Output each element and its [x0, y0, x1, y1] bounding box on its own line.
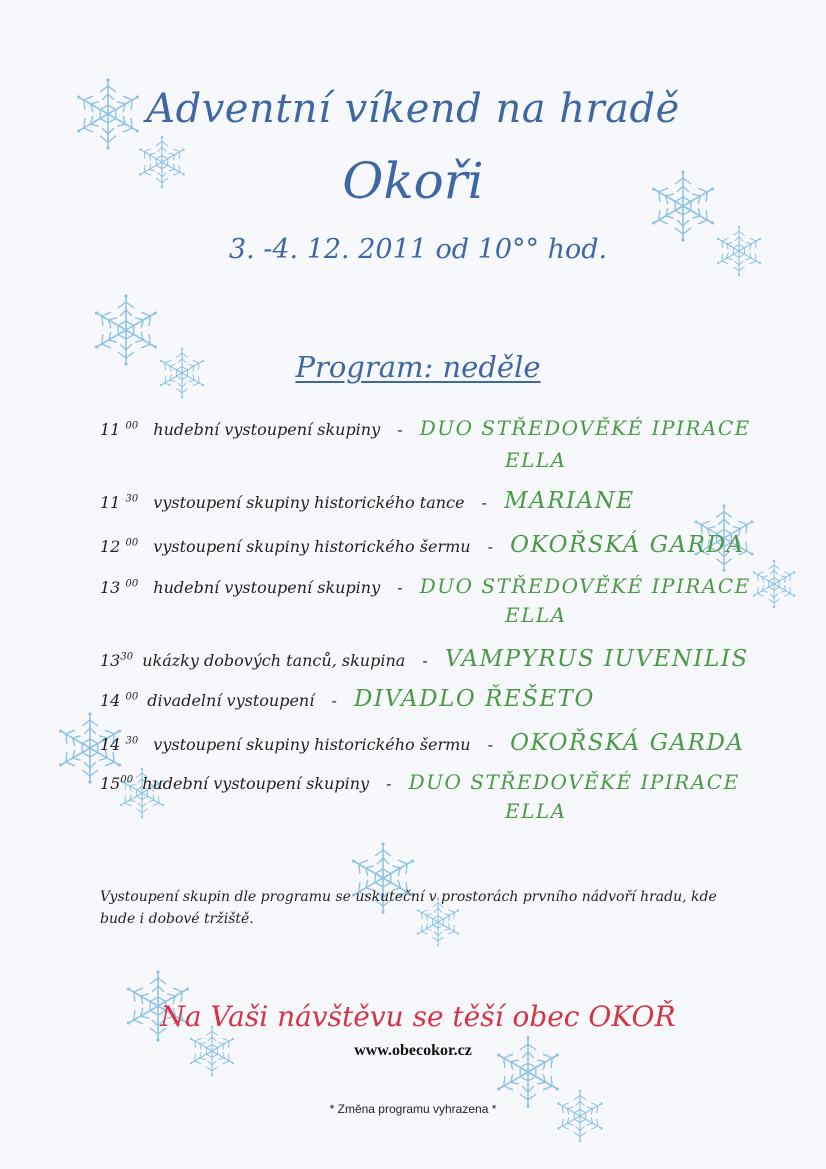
program-activity: vystoupení skupiny historického šermu: [153, 537, 471, 556]
program-time: $13^{30}$: [100, 651, 134, 670]
program-performer: VAMPYRUS IUVENILIS: [444, 646, 749, 672]
program-time: 12 $^{00}$: [100, 537, 139, 556]
website-link[interactable]: www.obecokor.cz: [354, 1042, 472, 1059]
program-activity: hudební vystoupení skupiny: [153, 420, 381, 439]
program-heading: Program: neděle: [295, 350, 541, 384]
program-row: 12 $^{00}$ vystoupení skupiny historického šermu - OKOŘSKÁ GARDA: [100, 532, 745, 558]
program-time: 13 $^{00}$: [100, 578, 139, 597]
program-performer: DUO STŘEDOVĚKÉ IPIRACE: [419, 574, 751, 598]
program-row: 13 $^{00}$ hudební vystoupení skupiny - DUO STŘEDOVĚKÉ IPIRACE: [100, 574, 751, 598]
snowflake-icon: [552, 1088, 608, 1144]
program-row: 14 $^{30}$ vystoupení skupiny historického šermu - OKOŘSKÁ GARDA: [100, 730, 745, 756]
venue-note: Vystoupení skupin dle programu se uskuteční v prostorách prvního nádvoří hradu, kde bude i dobové tržiště.: [100, 889, 717, 927]
program-performer-cont: ELLA: [505, 603, 567, 627]
program-row: 14 $^{00}$ divadelní vystoupení - DIVADLO ŘEŠETO: [100, 686, 595, 712]
program-performer: DUO STŘEDOVĚKÉ IPIRACE: [419, 416, 751, 440]
program-activity: hudební vystoupení skupiny: [142, 774, 370, 793]
snowflake-icon: [748, 558, 800, 610]
welcome-text: Na Vaši návštěvu se těší obec OKOŘ: [160, 1000, 676, 1033]
program-row: $15^{00}$ hudební vystoupení skupiny - DUO STŘEDOVĚKÉ IPIRACE: [100, 770, 740, 794]
program-time: 14 $^{00}$: [100, 691, 139, 710]
program-performer: DUO STŘEDOVĚKÉ IPIRACE: [408, 770, 740, 794]
program-performer: MARIANE: [504, 488, 635, 514]
program-time: 11 $^{00}$: [100, 420, 139, 439]
program-performer: DIVADLO ŘEŠETO: [353, 686, 595, 712]
program-performer-cont: ELLA: [505, 799, 567, 823]
program-performer-cont: ELLA: [505, 448, 567, 472]
program-row: 11 $^{00}$ hudební vystoupení skupiny - DUO STŘEDOVĚKÉ IPIRACE: [100, 416, 751, 440]
event-dates: 3. -4. 12. 2011 od 10°° hod.: [228, 234, 608, 265]
program-time: 11 $^{30}$: [100, 493, 139, 512]
title-line-2: Okoři: [342, 152, 484, 210]
program-performer: OKOŘSKÁ GARDA: [510, 532, 745, 558]
title-line-1: Adventní víkend na hradě: [146, 86, 680, 132]
program-activity: vystoupení skupiny historického šermu: [153, 735, 471, 754]
change-notice: * Změna programu vyhrazena *: [329, 1102, 497, 1116]
program-time: 14 $^{30}$: [100, 735, 139, 754]
program-time: $15^{00}$: [100, 774, 134, 793]
program-activity: vystoupení skupiny historického tance: [153, 493, 465, 512]
program-activity: ukázky dobových tanců, skupina: [142, 651, 406, 670]
program-row: $13^{30}$ ukázky dobových tanců, skupina - VAMPYRUS IUVENILIS: [100, 646, 749, 672]
program-activity: hudební vystoupení skupiny: [153, 578, 381, 597]
program-row: 11 $^{30}$ vystoupení skupiny historického tance - MARIANE: [100, 488, 635, 514]
program-performer: OKOŘSKÁ GARDA: [510, 730, 745, 756]
program-activity: divadelní vystoupení: [147, 691, 315, 710]
